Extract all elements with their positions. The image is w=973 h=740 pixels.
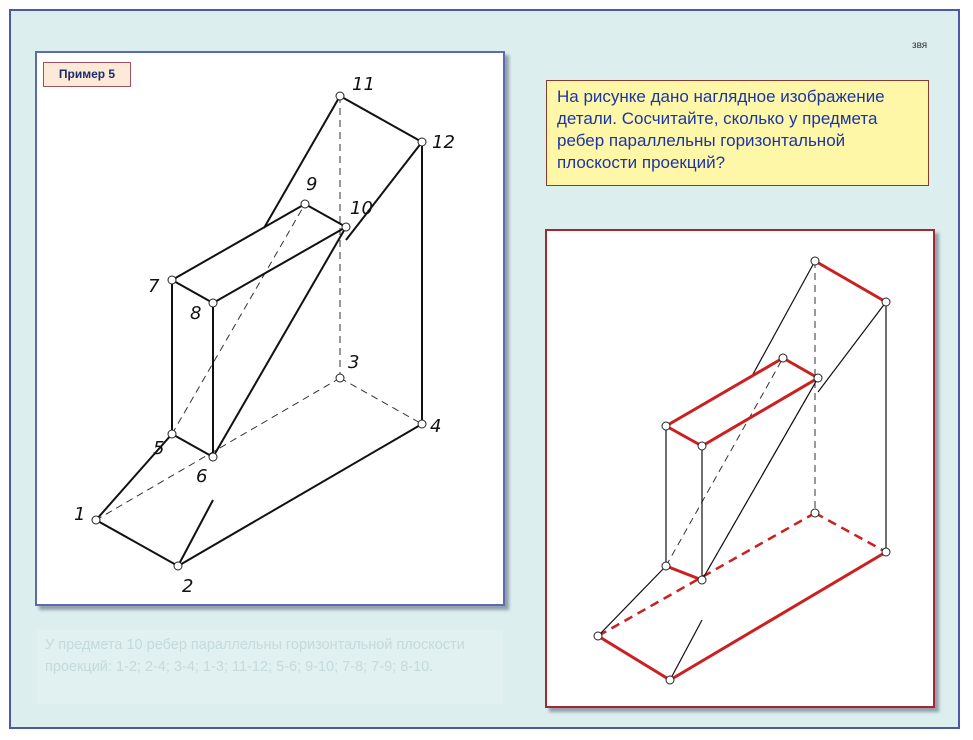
horizontal-edges [598,261,886,680]
vertex-label-7: 7 [148,276,160,297]
hidden-edges-right [666,261,818,580]
author-tag: звя [912,40,928,51]
vertex-label-11: 11 [352,74,375,95]
question-box: На рисунке дано наглядное изображение детали. Сосчитайте, сколько у предмета ребер параллельны горизонтальной плоскости проекций? [546,80,929,186]
answer-text: У предмета 10 ребер параллельны горизонтальной плоскости проекций: 1-2; 2-4; 3-4; 1-3; 11-12; 5-6; 9-10; 7-8; 7-9; 8-10. [37,630,503,704]
vertex-points-right [594,257,890,684]
vertex-label-6: 6 [196,466,208,487]
vertex-label-5: 5 [153,438,165,459]
vertex-label-2: 2 [182,576,194,597]
vertex-label-9: 9 [306,174,318,195]
vertex-label-3: 3 [348,352,360,373]
vertex-label-4: 4 [430,416,442,437]
vertex-label-12: 12 [432,132,455,153]
hidden-horizontal-edges [598,513,886,636]
vertex-label-1: 1 [74,504,86,525]
vertex-label-8: 8 [190,303,202,324]
visible-edges-right [598,261,886,680]
example-label: Пример 5 [43,62,131,87]
vertex-label-10: 10 [350,198,373,219]
